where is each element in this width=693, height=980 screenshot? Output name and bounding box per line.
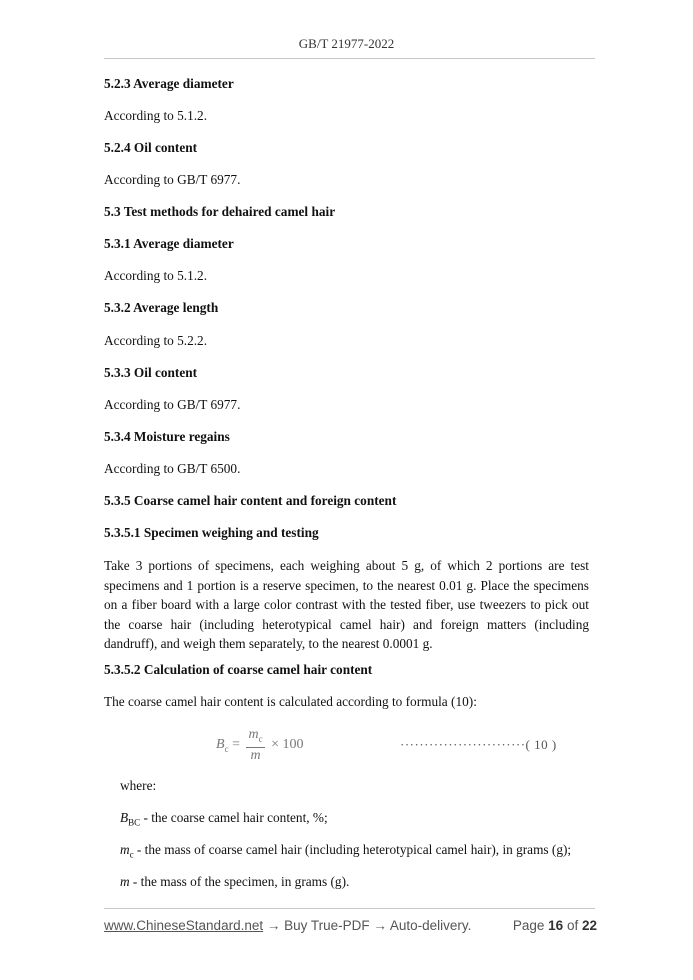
section-text: According to 5.1.2.	[104, 108, 208, 123]
where-label: where:	[120, 778, 157, 793]
section-heading: 5.3.4 Moisture regains	[104, 429, 230, 444]
section-heading: 5.2.4 Oil content	[104, 140, 198, 155]
where-item: m - the mass of the specimen, in grams (g).	[120, 874, 350, 889]
section-heading: 5.3.1 Average diameter	[104, 236, 234, 251]
paragraph: Take 3 portions of specimens, each weighing about 5 g, of which 2 portions are test specimens and 1 portion is a reserve specimen, to the nearest 0.01 g. Place the specimens on a fiber board with a large color contrast with the tested fiber, use tweezers to pick out the coarse hair (including heterotypical camel hair) and foreign matters (including dandruff), and weigh them separately, to the nearest 0.0001 g.	[104, 558, 589, 652]
document-header: GB/T 21977-2022	[298, 36, 395, 51]
formula-multiplier: × 100	[271, 737, 304, 753]
formula-numerator: $m_c$	[246, 727, 264, 748]
section-heading: 5.3.3 Oil content	[104, 365, 198, 380]
section-text: According to GB/T 6977.	[104, 172, 241, 187]
section-heading: 5.2.3 Average diameter	[104, 76, 234, 91]
footer-divider	[104, 908, 595, 909]
section-heading: 5.3 Test methods for dehaired camel hair	[104, 204, 336, 219]
section-heading: 5.3.5 Coarse camel hair content and foreign content	[104, 493, 397, 508]
section-heading: 5.3.5.2 Calculation of coarse camel hair content	[104, 662, 373, 677]
section-text: According to GB/T 6500.	[104, 461, 241, 476]
section-heading: 5.3.2 Average length	[104, 300, 219, 315]
page-total: 22	[581, 918, 597, 933]
where-item: $m_c$ - the mass of coarse camel hair (including heterotypical camel hair), in grams (g);	[120, 842, 572, 860]
formula-lhs: B	[216, 737, 225, 753]
section-text: The coarse camel hair content is calculated according to formula (10):	[104, 694, 477, 709]
formula-lhs-subscript: c	[224, 743, 229, 754]
section-text: According to GB/T 6977.	[104, 397, 241, 412]
formula-fraction	[246, 727, 264, 763]
page-footer	[104, 918, 597, 933]
formula	[216, 727, 304, 763]
site-link[interactable]: www.ChineseStandard.net	[104, 918, 264, 933]
section-heading: 5.3.5.1 Specimen weighing and testing	[104, 525, 319, 540]
formula-equals: =	[232, 737, 240, 753]
where-item: $B_{BC}$ - the coarse camel hair content, %;	[120, 810, 328, 828]
page-number: 16	[548, 918, 564, 933]
page-indicator: Page 16 of 22	[512, 918, 597, 933]
formula-number: ··························( 10 )	[400, 737, 557, 752]
section-text: According to 5.1.2.	[104, 268, 208, 283]
header-divider	[104, 58, 595, 59]
section-text: According to 5.2.2.	[104, 333, 208, 348]
formula-denominator: m	[250, 747, 261, 763]
footer-left	[104, 918, 471, 933]
footer-tagline: → Buy True-PDF → Auto-delivery.	[263, 918, 472, 933]
